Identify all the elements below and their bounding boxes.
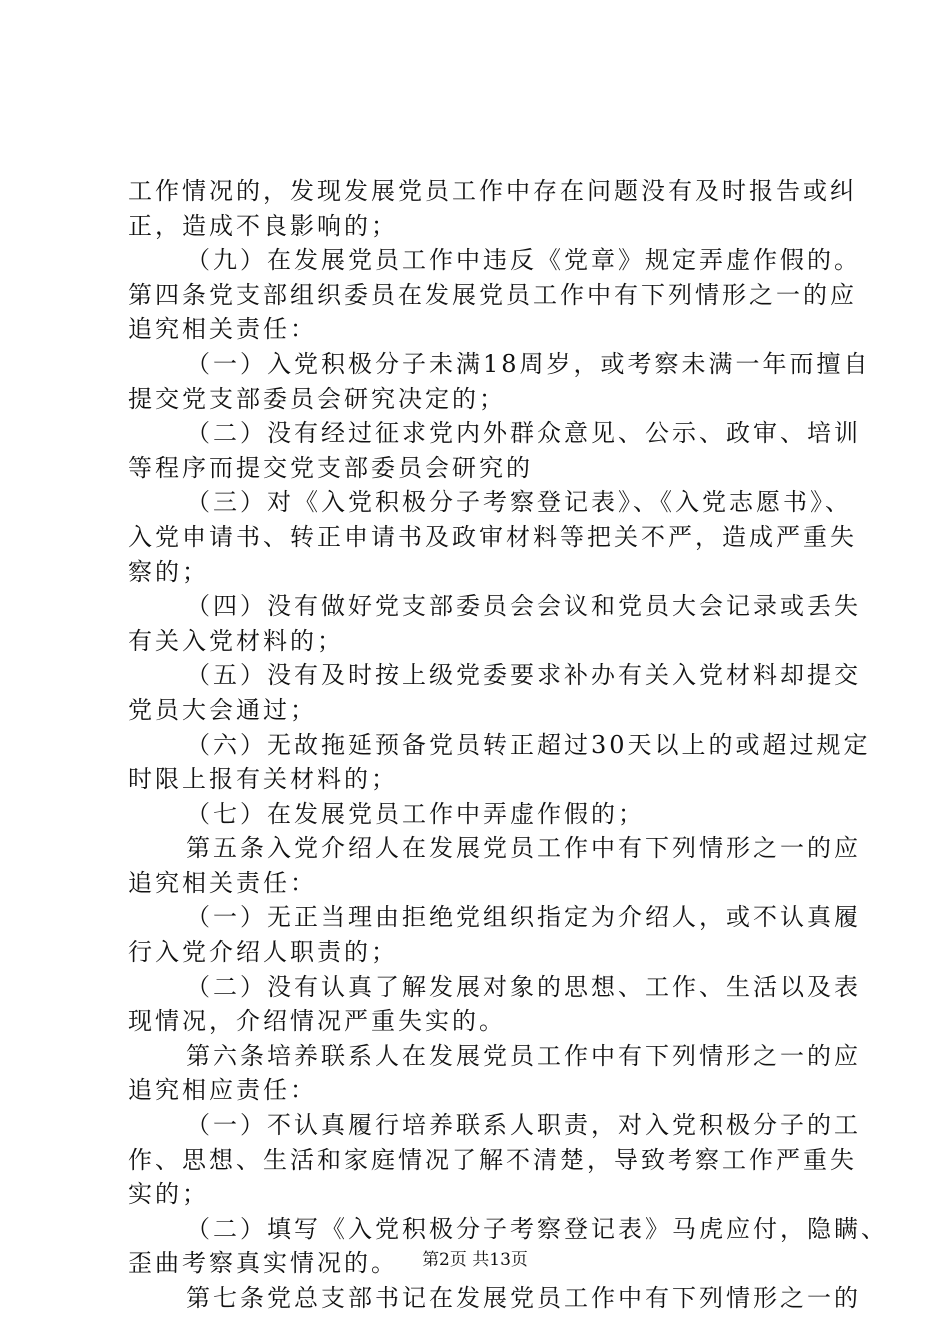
text-line: （四）没有做好党支部委员会会议和党员大会记录或丢失: [186, 592, 861, 621]
text-line: 行入党介绍人职责的；: [128, 938, 398, 967]
text-line: 现情况，介绍情况严重失实的。: [128, 1007, 506, 1036]
text-line: （五）没有及时按上级党委要求补办有关入党材料却提交: [186, 661, 861, 690]
text-line: 作、思想、生活和家庭情况了解不清楚，导致考察工作严重失: [128, 1145, 857, 1174]
text-line: （二）填写《入党积极分子考察登记表》马虎应付，隐瞒、: [186, 1214, 888, 1243]
text-line: 有关入党材料的；: [128, 626, 344, 655]
text-line: （九）在发展党员工作中违反《党章》规定弄虚作假的。: [186, 246, 861, 275]
text-line: 追究相关责任：: [128, 868, 317, 897]
text-line: 第六条培养联系人在发展党员工作中有下列情形之一的应: [186, 1041, 861, 1070]
text-line: 正，造成不良影响的；: [128, 211, 398, 240]
text-line: 实的；: [128, 1180, 209, 1209]
text-line: 追究相关责任：: [128, 315, 317, 344]
text-line: （七）在发展党员工作中弄虚作假的；: [186, 799, 645, 828]
text-line: （一）无正当理由拒绝党组织指定为介绍人，或不认真履: [186, 903, 861, 932]
text-line: （三）对《入党积极分子考察登记表》、《入党志愿书》、: [186, 488, 852, 517]
text-line: 党员大会通过；: [128, 695, 317, 724]
text-line: （一）不认真履行培养联系人职责，对入党积极分子的工: [186, 1111, 861, 1140]
text-line: 歪曲考察真实情况的。: [128, 1249, 398, 1278]
text-line: 追究相应责任：: [128, 1076, 317, 1105]
text-line: （一）入党积极分子未满18周岁，或考察未满一年而擅自: [186, 349, 871, 378]
text-line: 入党申请书、转正申请书及政审材料等把关不严，造成严重失: [128, 522, 857, 551]
text-line: 等程序而提交党支部委员会研究的: [128, 453, 533, 482]
text-line: 第五条入党介绍人在发展党员工作中有下列情形之一的应: [186, 834, 861, 863]
text-line: （二）没有认真了解发展对象的思想、工作、生活以及表: [186, 972, 861, 1001]
text-line: 提交党支部委员会研究决定的；: [128, 384, 506, 413]
text-line: 察的；: [128, 557, 209, 586]
text-line: 工作情况的，发现发展党员工作中存在问题没有及时报告或纠: [128, 177, 857, 205]
document-body: [128, 174, 888, 1316]
text-line: 第四条党支部组织委员在发展党员工作中有下列情形之一的应: [128, 280, 857, 309]
text-line: （二）没有经过征求党内外群众意见、公示、政审、培训: [186, 419, 861, 448]
text-line: 时限上报有关材料的；: [128, 765, 398, 794]
text-line: （六）无故拖延预备党员转正超过30天以上的或超过规定: [186, 730, 871, 759]
page-footer: 第2页 共13页: [422, 1250, 528, 1270]
text-line: 第七条党总支部书记在发展党员工作中有下列情形之一的: [186, 1284, 861, 1312]
